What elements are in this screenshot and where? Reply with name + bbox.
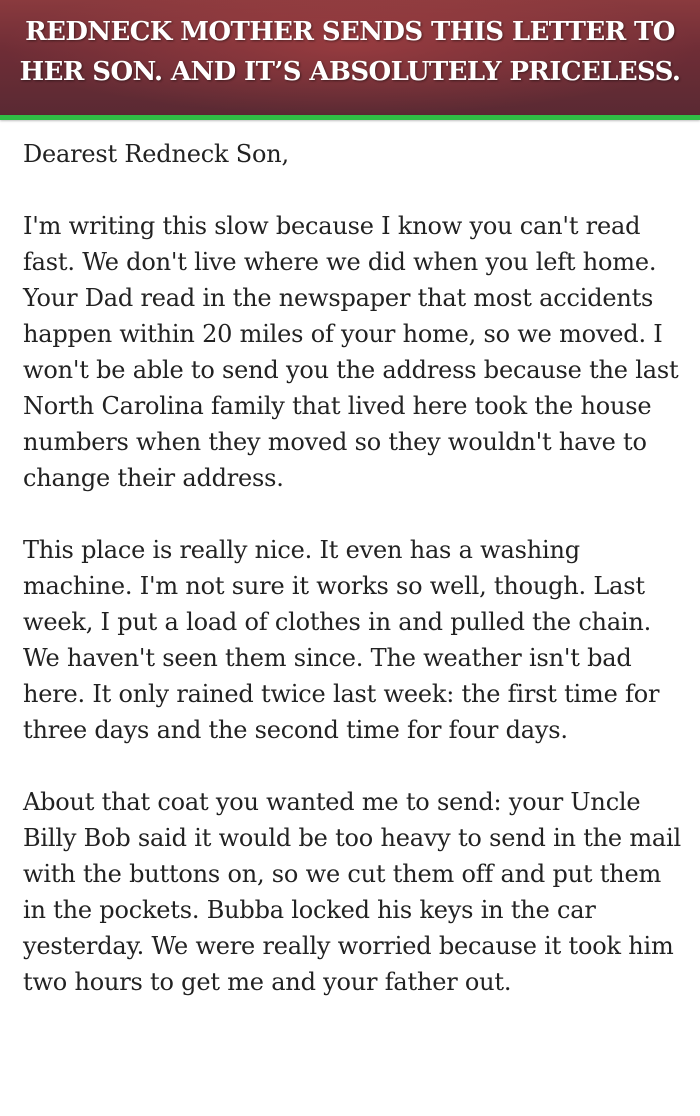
- letter-paragraph-1: I'm writing this slow because I know you can't read fast. We don't live where we did when you left home. Your Dad read in the newspaper that most accidents happen within 20 miles of your home, so we moved. I won't be able to send you the address because the last North Carolina family that lived here took the house numbers when they moved so they wouldn't have to change their address.: [23, 212, 679, 492]
- header-banner: [0, 0, 700, 115]
- letter-body: [23, 136, 683, 1000]
- title-line-2: HER SON. AND IT’S ABSOLUTELY PRICELESS.: [19, 57, 681, 87]
- page-title: [0, 12, 700, 92]
- title-line-1: REDNECK MOTHER SENDS THIS LETTER TO: [25, 17, 675, 47]
- header-divider: [0, 115, 700, 120]
- letter-paragraph-3: About that coat you wanted me to send: your Uncle Billy Bob said it would be too heavy to send in the mail with the buttons on, so we cut them off and put them in the pockets. Bubba locked his keys in the car yesterday. We were really worried because it took him two hours to get me and your father out.: [23, 788, 681, 996]
- letter-salutation: Dearest Redneck Son,: [23, 140, 289, 168]
- letter-paragraph-2: This place is really nice. It even has a washing machine. I'm not sure it works so well, though. Last week, I put a load of clothes in and pulled the chain. We haven't seen them since. The weather isn't bad here. It only rained twice last week: the first time for three days and the second time for four days.: [23, 536, 660, 744]
